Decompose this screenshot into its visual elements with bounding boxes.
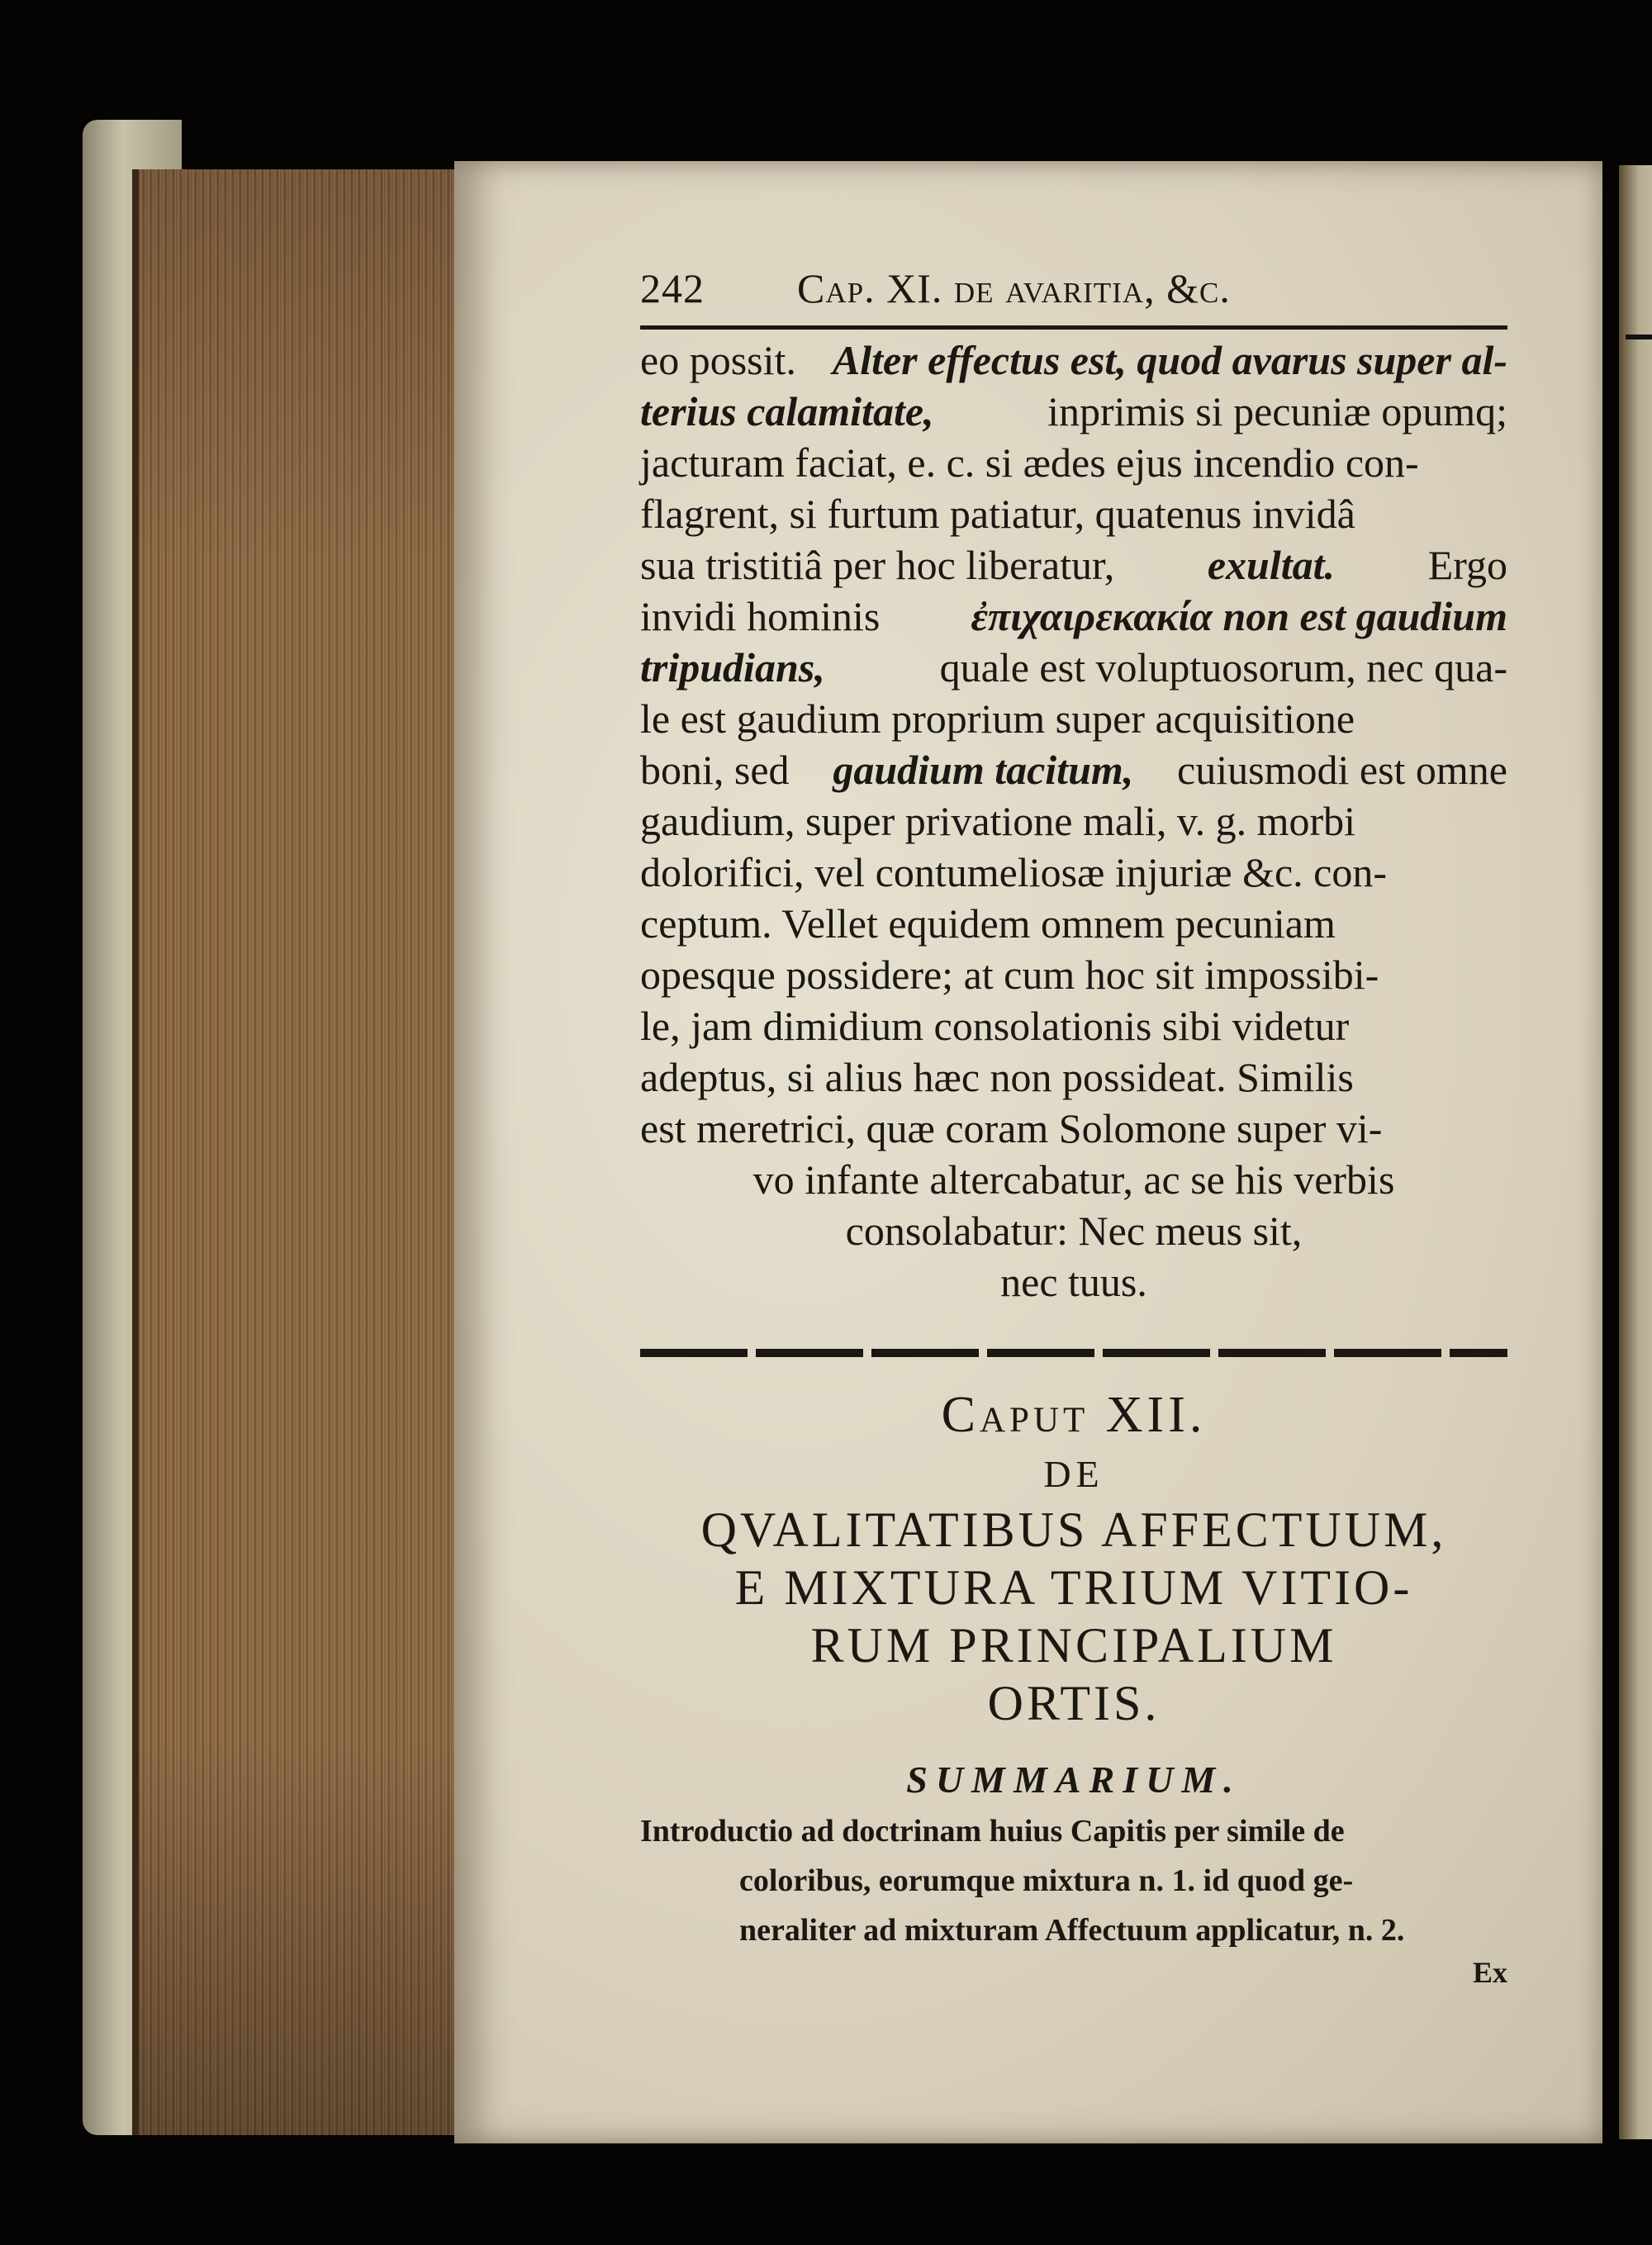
text-line <box>640 642 1507 693</box>
text-run: cuiusmodi est omne <box>1177 747 1507 793</box>
facing-page-mark <box>1626 335 1652 339</box>
text-line <box>640 898 1507 949</box>
text-line <box>640 847 1507 898</box>
chapter-subtitle-line: RUM PRINCIPALIUM <box>810 1618 1337 1673</box>
text-line <box>640 795 1507 847</box>
summarium-line: Introductio ad doctrinam huius Capitis per simile de <box>640 1814 1345 1849</box>
catchword: Ex <box>1472 1956 1507 1989</box>
closing-line: vo infante altercabatur, ac se his verbis <box>752 1156 1395 1203</box>
text-run: jacturam faciat, e. c. si ædes ejus incendio con- <box>640 439 1419 486</box>
italic-run: exultat. <box>1207 542 1336 588</box>
text-run: dolorifici, vel contumeliosæ injuriæ &c. con- <box>640 849 1388 895</box>
text-line <box>640 488 1507 539</box>
text-line <box>640 1000 1507 1051</box>
italic-run: Alter effectus est, quod avarus super al- <box>832 337 1507 383</box>
chapter-subtitle-line: QVALITATIBUS AFFECTUUM, <box>700 1502 1447 1557</box>
summarium-heading: SUMMARIUM. <box>906 1759 1241 1801</box>
section-divider <box>640 1349 1507 1357</box>
text-line <box>640 591 1507 642</box>
page-block-edge <box>132 169 477 2135</box>
text-line <box>640 539 1507 591</box>
text-run: inprimis si pecuniæ opumq; <box>1047 388 1507 434</box>
text-run: adeptus, si alius hæc non possideat. Similis <box>640 1054 1354 1100</box>
text-run: invidi hominis <box>640 593 881 639</box>
text-run: eo possit. <box>640 337 796 383</box>
text-run: boni, sed <box>640 747 790 793</box>
running-head <box>640 264 1507 322</box>
text-line <box>640 1051 1507 1103</box>
chapter-subtitle-line: ORTIS. <box>987 1676 1161 1730</box>
italic-run: tripudians, <box>640 644 825 691</box>
summarium-line: coloribus, eorumque mixtura n. 1. id quod ge- <box>739 1863 1354 1898</box>
text-line <box>640 437 1507 488</box>
text-line <box>640 386 1507 437</box>
summarium-line: neraliter ad mixturam Affectuum applicatur, n. 2. <box>739 1913 1405 1948</box>
running-title: Cap. XI. de avaritia, &c. <box>797 265 1231 311</box>
head-rule <box>640 325 1507 330</box>
body-text <box>640 335 1507 1154</box>
chapter-title: Caput XII. <box>941 1387 1207 1443</box>
text-line <box>640 744 1507 795</box>
text-line <box>640 949 1507 1000</box>
text-run: Ergo <box>1427 542 1507 588</box>
text-line <box>640 693 1507 744</box>
text-run: le est gaudium proprium super acquisitione <box>640 695 1355 742</box>
text-run: quale est voluptuosorum, nec qua- <box>939 644 1507 691</box>
italic-run: ἐπιχαιρεκακία non est gaudium <box>971 593 1507 639</box>
text-run: gaudium, super privatione mali, v. g. morbi <box>640 798 1356 844</box>
chapter-de: DE <box>1043 1453 1104 1495</box>
right-page-edge <box>1619 165 1652 2139</box>
text-line <box>640 1103 1507 1154</box>
text-run: sua tristitiâ per hoc liberatur, <box>640 542 1115 588</box>
text-run: est meretrici, quæ coram Solomone super vi- <box>640 1105 1383 1151</box>
page-text <box>640 264 1507 1988</box>
page-number: 242 <box>640 265 705 311</box>
chapter-subtitle-line: E MIXTURA TRIUM VITIO- <box>734 1560 1413 1615</box>
closing-line: consolabatur: Nec meus sit, <box>845 1208 1303 1254</box>
text-run: opesque possidere; at cum hoc sit impossibi- <box>640 952 1379 998</box>
closing-line: nec tuus. <box>1000 1259 1147 1305</box>
text-run: le, jam dimidium consolationis sibi videtur <box>640 1003 1350 1049</box>
italic-run: gaudium tacitum, <box>833 747 1134 793</box>
text-line <box>640 335 1507 386</box>
text-run: ceptum. Vellet equidem omnem pecuniam <box>640 900 1336 947</box>
text-run: flagrent, si furtum patiatur, quatenus invidâ <box>640 491 1355 537</box>
italic-run: terius calamitate, <box>640 388 934 434</box>
